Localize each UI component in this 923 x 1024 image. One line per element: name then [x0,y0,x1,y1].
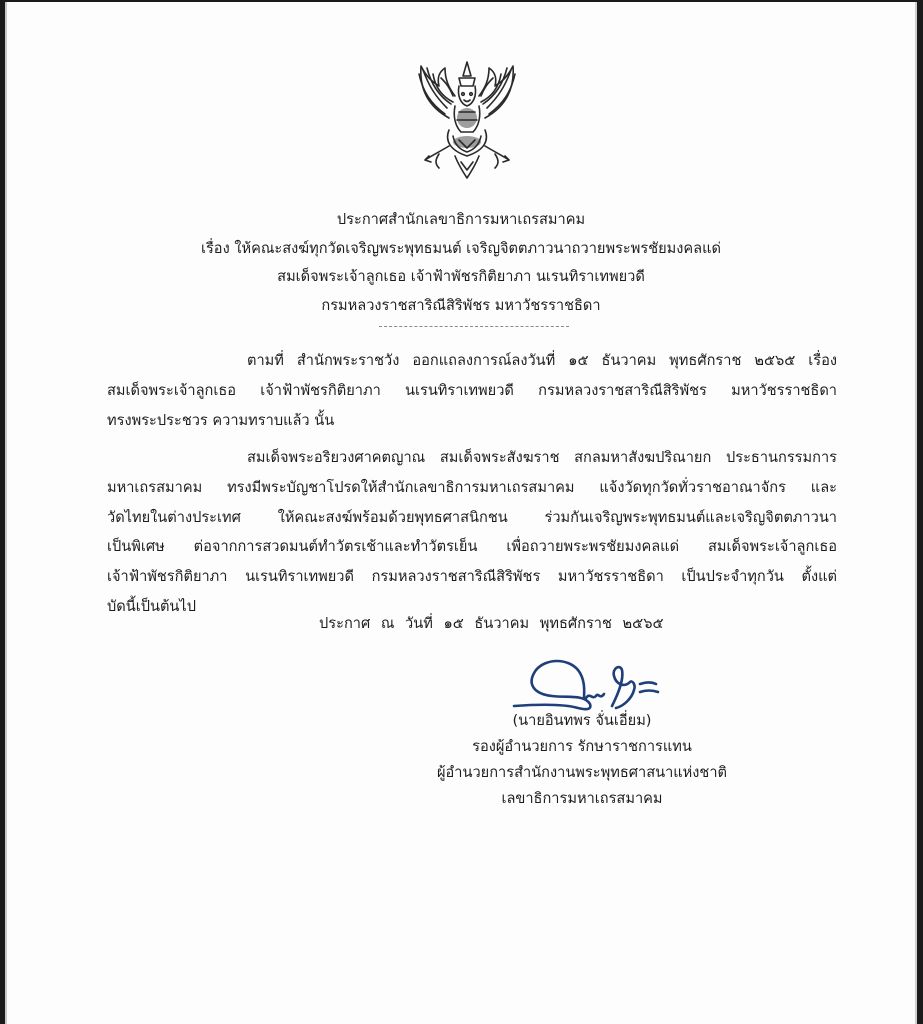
announcement-header [7,206,915,320]
subject-line: เรื่อง ให้คณะสงฆ์ทุกวัดเจริญพระพุทธมนต์ เจริญจิตตภาวนาถวายพระพรชัยมงคลแด่ [200,239,722,257]
signer-title: เลขาธิการมหาเถรสมาคม [501,790,663,807]
paragraph-line: ตามที่ สำนักพระราชวัง ออกแถลงการณ์ลงวันที่ ๑๕ ธันวาคม พุทธศักราช ๒๕๖๕ เรื่อง [247,352,837,369]
signer-block [387,708,777,812]
paragraph-line: สมเด็จพระอริยวงศาคตญาณ สมเด็จพระสังฆราช สกลมหาสังฆปริณายก ประธานกรรมการ [247,449,837,466]
header-divider [379,326,569,327]
announcement-dateline: ประกาศ ณ วันที่ ๑๕ ธันวาคม พุทธศักราช ๒๕๖๕ [319,615,664,632]
subject-line: สมเด็จพระเจ้าลูกเธอ เจ้าฟ้าพัชรกิติยาภา นเรนทิราเทพยวดี [277,268,645,285]
garuda-emblem-icon [409,56,525,184]
paragraph-line: มหาเถรสมาคม ทรงมีพระบัญชาโปรดให้สำนักเลขาธิการมหาเถรสมาคม แจ้งวัดทุกวัดทั่วราชอาณาจักร และ [107,478,837,496]
paragraph-line: วัดไทยในต่างประเทศ ให้คณะสงฆ์พร้อมด้วยพุทธศาสนิกชน ร่วมกันเจริญพระพุทธมนต์และเจริญจิตตภาวนา [107,508,837,526]
signature-icon [512,654,667,714]
paragraph-line: บัดนี้เป็นต้นไป [107,597,197,615]
signer-title: รองผู้อำนวยการ รักษาราชการแทน [472,738,692,755]
signer-title: ผู้อำนวยการสำนักงานพระพุทธศาสนาแห่งชาติ [436,764,728,781]
paragraph-line: ทรงพระประชวร ความทราบแล้ว นั้น [107,411,335,429]
body-paragraph-2 [107,443,837,622]
paragraph-line: สมเด็จพระเจ้าลูกเธอ เจ้าฟ้าพัชรกิติยาภา นเรนทิราเทพยวดี กรมหลวงราชสาริณีสิริพัชร มหาวัชรราชธิดา [107,381,837,399]
paragraph-line: เป็นพิเศษ ต่อจากการสวดมนต์ทำวัตรเช้าและทำวัตรเย็น เพื่อถวายพระพรชัยมงคลแด่ สมเด็จพระเจ้าลูกเธอ [107,538,837,556]
issuer-title: ประกาศสำนักเลขาธิการมหาเถรสมาคม [336,211,586,228]
paragraph-line: เจ้าฟ้าพัชรกิติยาภา นเรนทิราเทพยวดี กรมหลวงราชสาริณีสิริพัชร มหาวัชรราชธิดา เป็นประจำทุกวัน ตั้งแต่ [107,568,837,586]
signer-name: (นายอินทพร จั่นเอี่ยม) [512,712,652,729]
body-paragraph-1 [107,346,837,435]
document-page [5,2,917,1024]
subject-line: กรมหลวงราชสาริณีสิริพัชร มหาวัชรราชธิดา [321,296,601,314]
